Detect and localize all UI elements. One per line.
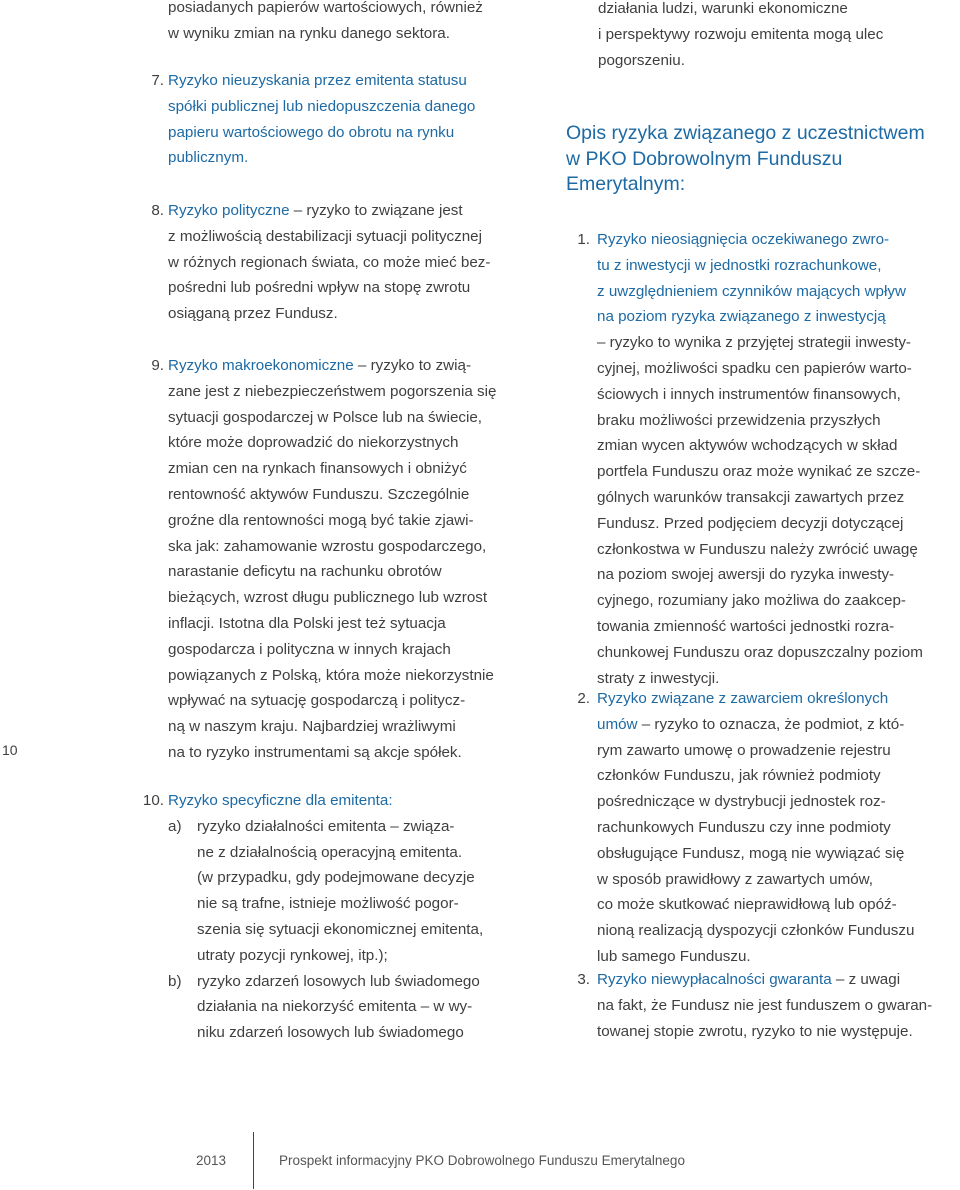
participation-risk-item-1 — [566, 227, 960, 691]
sub-item-a — [138, 814, 538, 969]
text-line: które może doprowadzić do niekorzystnych — [168, 434, 459, 452]
heading-line: Opis ryzyka związanego z uczestnictwem — [566, 122, 925, 144]
item-lead: Ryzyko związane z zawarciem określonych — [597, 690, 889, 707]
text-line: utraty pozycji rynkowej, itp.); — [197, 946, 388, 964]
text-line: bieżących, wzrost długu publicznego lub wzrost — [168, 589, 488, 607]
text-line: ną w naszym kraju. Najbardziej wrażliwymi — [168, 718, 456, 736]
text-line: zane jest z niebezpieczeństwem pogorszenia się — [168, 382, 497, 400]
item-lead: Ryzyko makroekonomiczne — [168, 357, 354, 374]
item-number: 3. — [577, 971, 590, 988]
risk-item-10 — [138, 788, 538, 1046]
text-line: w różnych regionach świata, co może mieć bez- — [168, 253, 491, 271]
item-number: 7. — [151, 72, 164, 89]
item-lead: umów — [597, 715, 638, 733]
text-line: na to ryzyko instrumentami są akcje spółek. — [168, 743, 462, 761]
item-lead: Ryzyko specyficzne dla emitenta: — [168, 792, 393, 809]
footer-title: Prospekt informacyjny PKO Dobrowolnego Funduszu Emerytalnego — [279, 1153, 685, 1168]
text-line: towania zmienność wartości jednostki rozra- — [597, 617, 895, 635]
right-intro-paragraph — [598, 0, 958, 73]
heading-line: w PKO Dobrowolnym Funduszu — [566, 147, 843, 170]
text-line — [597, 967, 960, 993]
text-line — [168, 353, 538, 379]
text-line: Fundusz. Przed podjęciem decyzji dotyczącej — [597, 514, 904, 532]
heading-line: Emerytalnym: — [566, 173, 686, 195]
text-line: nioną realizacją dyspozycji członków Funduszu — [597, 922, 915, 940]
text-fragment: – ryzyko to zwią- — [353, 357, 472, 374]
text-line: zmian cen na rynkach finansowych i obniżyć — [168, 460, 467, 478]
participation-risk-item-2 — [566, 686, 960, 970]
item-lead: publicznym. — [168, 149, 249, 167]
text-line: rachunkowych Funduszu czy inne podmioty — [597, 818, 891, 836]
text-line: członków Funduszu, jak również podmioty — [597, 767, 881, 785]
sub-item-b — [138, 969, 538, 1046]
text-fragment: – z uwagi — [831, 971, 901, 988]
text-line: pośredniczące w dystrybucji jednostek roz- — [597, 793, 886, 811]
item-lead: Ryzyko niewypłacalności gwaranta — [597, 971, 832, 988]
text-line: inflacji. Istotna dla Polski jest też sytuacja — [168, 614, 446, 632]
text-line — [597, 712, 960, 738]
sub-item-label: a) — [168, 817, 182, 835]
text-line: ne z działalnością operacyjną emitenta. — [197, 843, 463, 861]
text-line: z możliwością destabilizacji sytuacji politycznej — [168, 227, 482, 245]
text-line: nie są trafne, istnieje możliwość pogor- — [197, 895, 459, 913]
text-line: gospodarcza i polityczna w innych krajach — [168, 640, 451, 658]
risk-item-9 — [138, 353, 538, 766]
text-line: towanej stopie zwrotu, ryzyko to nie występuje. — [597, 1022, 913, 1040]
text-line: członkostwa w Funduszu należy zwrócić uwagę — [597, 540, 918, 558]
item-lead: papieru wartościowego do obrotu na rynku — [168, 123, 455, 141]
text-line: cyjnego, rozumiany jako możliwa do zaakcep- — [597, 592, 906, 610]
page-number: 10 — [2, 742, 18, 758]
text-line: rym zawarto umowę o prowadzenie rejestru — [597, 741, 891, 759]
text-line: działania ludzi, warunki ekonomiczne — [598, 0, 848, 17]
text-line: braku możliwości przewidzenia przyszłych — [597, 411, 881, 429]
risk-item-8 — [138, 198, 538, 327]
sub-item-label: b) — [168, 972, 182, 990]
footer-year: 2013 — [196, 1153, 227, 1168]
text-line: pośredni lub pośredni wpływ na stopę zwrotu — [168, 279, 471, 297]
text-line — [168, 198, 538, 224]
left-intro-paragraph — [168, 0, 548, 47]
item-lead: z uwzględnieniem czynników mających wpływ — [597, 282, 906, 300]
text-line: ryzyko zdarzeń losowych lub świadomego — [197, 972, 480, 990]
text-line: wpływać na sytuację gospodarczą i politycz- — [168, 692, 466, 710]
text-line: szenia się sytuacji ekonomicznej emitenta, — [197, 920, 484, 938]
text-fragment: – ryzyko to związane jest — [289, 202, 463, 219]
item-lead: Ryzyko nieuzyskania przez emitenta statusu — [168, 72, 467, 89]
text-line: na poziom swojej awersji do ryzyka inwesty- — [597, 566, 895, 584]
risk-item-7 — [138, 68, 538, 171]
item-number: 10. — [142, 792, 164, 809]
item-lead: Ryzyko polityczne — [168, 202, 290, 219]
item-lead: tu z inwestycji w jednostki rozrachunkowe, — [597, 256, 882, 274]
text-line: co może skutkować nieprawidłową lub opóź- — [597, 896, 897, 914]
text-line: straty z inwestycji. — [597, 669, 720, 687]
text-line: cyjnej, możliwości spadku cen papierów warto- — [597, 359, 912, 377]
item-number: 8. — [151, 202, 164, 219]
text-line: ska jak: zahamowanie wzrostu gospodarczego, — [168, 537, 487, 555]
footer-divider — [253, 1132, 254, 1189]
text-line: zmian wycen aktywów wchodzących w skład — [597, 437, 898, 455]
text-line: w sposób prawidłowy z zawartych umów, — [597, 870, 874, 888]
text-line: chunkowej Funduszu oraz dopuszczalny poziom — [597, 643, 923, 661]
participation-risk-item-3 — [566, 967, 960, 1044]
text-line: gólnych warunków transakcji zawartych przez — [597, 488, 905, 506]
text-line: niku zdarzeń losowych lub świadomego — [197, 1024, 464, 1042]
item-number: 1. — [577, 231, 590, 248]
text-line: posiadanych papierów wartościowych, również — [168, 0, 483, 16]
item-number: 9. — [151, 357, 164, 374]
text-line: osiąganą przez Fundusz. — [168, 305, 338, 323]
item-number: 2. — [577, 690, 590, 707]
item-lead: spółki publicznej lub niedopuszczenia danego — [168, 97, 476, 115]
text-line: i perspektywy rozwoju emitenta mogą ulec — [598, 25, 884, 43]
text-line: lub samego Funduszu. — [597, 947, 751, 965]
text-line: obsługujące Fundusz, mogą nie wywiązać się — [597, 844, 905, 862]
text-line: działania na niekorzyść emitenta – w wy- — [197, 998, 473, 1016]
item-lead: Ryzyko nieosiągnięcia oczekiwanego zwro- — [597, 231, 890, 248]
item-lead: na poziom ryzyka związanego z inwestycją — [597, 308, 886, 326]
text-line: rentowność aktywów Funduszu. Szczególnie — [168, 485, 470, 503]
text-line: na fakt, że Fundusz nie jest funduszem o gwaran- — [597, 996, 933, 1014]
text-fragment: – ryzyko to oznacza, że podmiot, z któ- — [637, 715, 905, 733]
text-line: – ryzyko to wynika z przyjętej strategii inwesty- — [597, 334, 911, 352]
section-heading — [566, 121, 960, 198]
text-line: groźne dla rentowności mogą być takie zjawi- — [168, 511, 474, 529]
text-line: narastanie deficytu na rachunku obrotów — [168, 563, 442, 581]
text-line: portfela Funduszu oraz może wynikać ze szcze- — [597, 463, 921, 481]
text-line: ściowych i innych instrumentów finansowych, — [597, 385, 901, 403]
text-line: powiązanych z Polską, która może niekorzystnie — [168, 666, 494, 684]
text-line: sytuacji gospodarczej w Polsce lub na świecie, — [168, 408, 483, 426]
text-line: ryzyko działalności emitenta – związa- — [197, 817, 455, 835]
text-line: w wyniku zmian na rynku danego sektora. — [168, 24, 450, 42]
text-line: (w przypadku, gdy podejmowane decyzje — [197, 869, 475, 887]
text-line: pogorszeniu. — [598, 51, 685, 69]
